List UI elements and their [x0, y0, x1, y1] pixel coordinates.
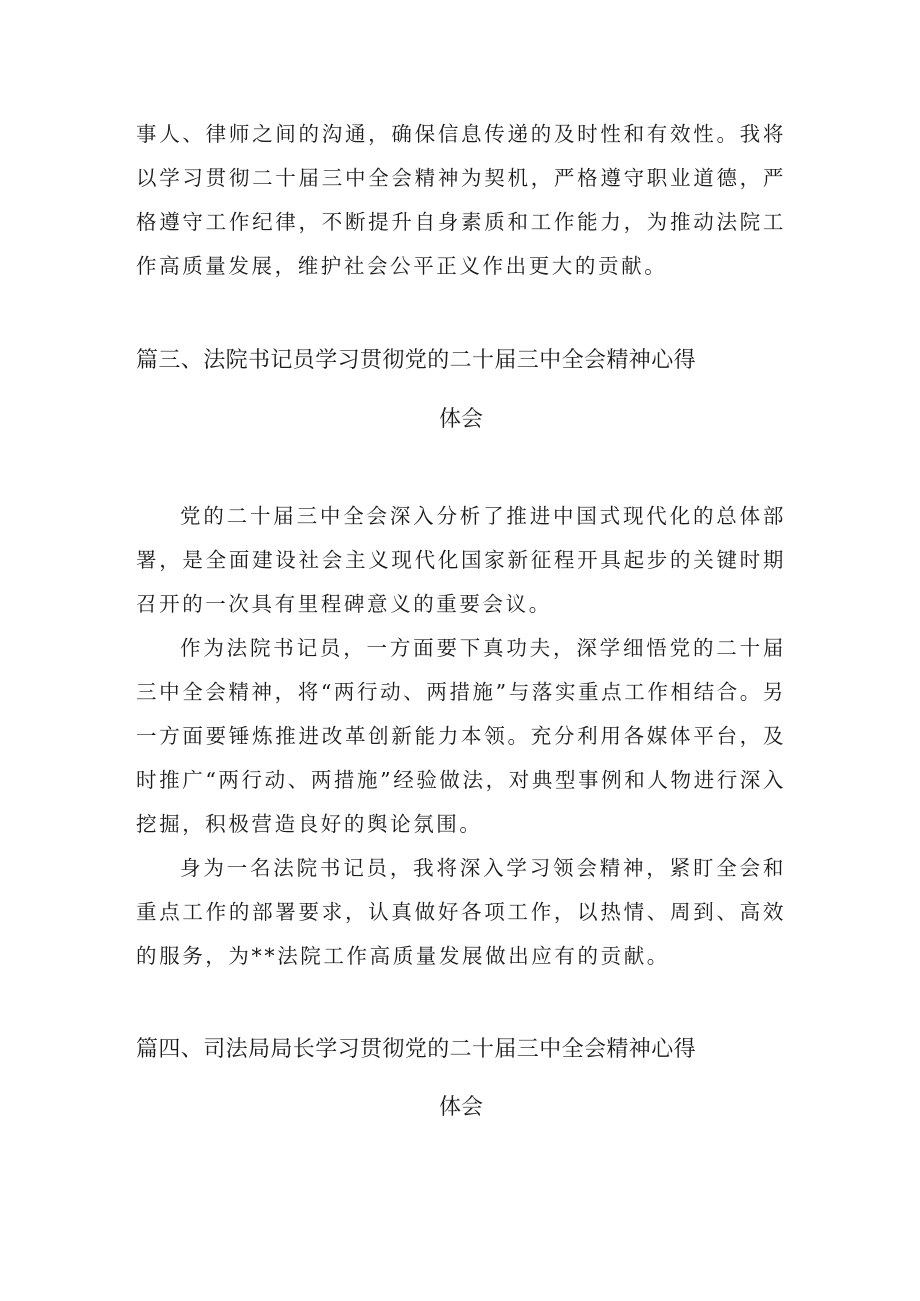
section-heading-4-continuation: 体会	[438, 1095, 483, 1120]
paragraph-continuation: 事人、律师之间的沟通，确保信息传递的及时性和有效性。我将以学习贯彻二十届三中全会精神为契机，严格遵守职业道德，严格遵守工作纪律，不断提升自身素质和工作能力，为推动法院工作高质量发展，维护社会公平正义作出更大的贡献。	[136, 122, 786, 278]
paragraph-commitment: 身为一名法院书记员，我将深入学习领会精神，紧盯全会和重点工作的部署要求，认真做好各项工作，以热情、周到、高效的服务，为**法院工作高质量发展做出应有的贡献。	[136, 856, 786, 968]
section-heading-4: 篇四、司法局局长学习贯彻党的二十届三中全会精神心得	[136, 1037, 697, 1062]
paragraph-clerk-duties: 作为法院书记员，一方面要下真功夫，深学细悟党的二十届三中全会精神，将“两行动、两措施”与落实重点工作相结合。另一方面要锤炼推进改革创新能力本领。充分利用各媒体平台，及时推广“两行动、两措施”经验做法，对典型事例和人物进行深入挖掘，积极营造良好的舆论氛围。	[136, 636, 786, 836]
section-heading-3: 篇三、法院书记员学习贯彻党的二十届三中全会精神心得	[136, 348, 697, 373]
paragraph-intro: 党的二十届三中全会深入分析了推进中国式现代化的总体部署，是全面建设社会主义现代化国家新征程开具起步的关键时期召开的一次具有里程碑意义的重要会议。	[136, 504, 786, 616]
section-heading-3-continuation: 体会	[438, 407, 483, 432]
